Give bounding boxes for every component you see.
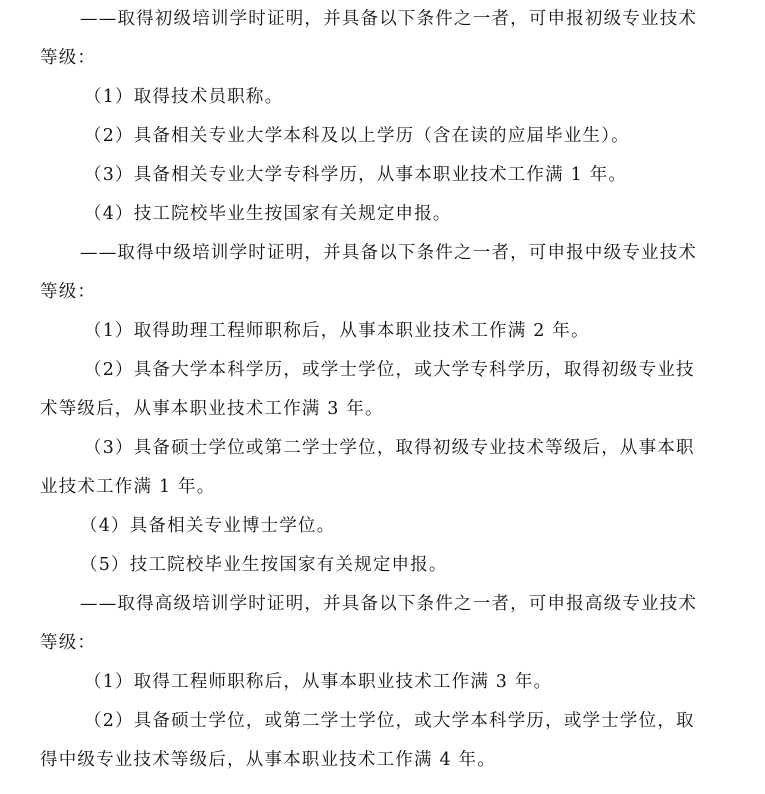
- intermediate-condition-5: （5）技工院校毕业生按国家有关规定申报。: [80, 555, 448, 575]
- senior-level-intro-line: ——取得高级培训学时证明，并具备以下条件之一者，可申报高级专业技术: [80, 594, 698, 614]
- senior-condition-1: （1）取得工程师职称后，从事本职业技术工作满 3 年。: [84, 672, 553, 692]
- junior-level-intro-continuation: 等级：: [40, 48, 97, 68]
- intermediate-condition-2-continuation: 术等级后，从事本职业技术工作满 3 年。: [40, 399, 384, 419]
- junior-level-intro-line: ——取得初级培训学时证明，并具备以下条件之一者，可申报初级专业技术: [80, 9, 698, 29]
- senior-level-intro-continuation: 等级：: [40, 633, 97, 653]
- senior-condition-2: （2）具备硕士学位，或第二学士学位，或大学本科学历，或学士学位，取: [84, 711, 695, 731]
- intermediate-level-intro-continuation: 等级：: [40, 282, 97, 302]
- junior-condition-1: （1）取得技术员职称。: [84, 87, 284, 107]
- junior-condition-2: （2）具备相关专业大学本科及以上学历（含在读的应届毕业生）。: [84, 126, 630, 146]
- intermediate-condition-3-continuation: 业技术工作满 1 年。: [40, 477, 216, 497]
- senior-condition-2-continuation: 得中级专业技术等级后，从事本职业技术工作满 4 年。: [40, 750, 496, 770]
- junior-condition-4: （4）技工院校毕业生按国家有关规定申报。: [84, 204, 452, 224]
- junior-condition-3: （3）具备相关专业大学专科学历，从事本职业技术工作满 1 年。: [84, 165, 628, 185]
- intermediate-condition-2: （2）具备大学本科学历，或学士学位，或大学专科学历，取得初级专业技: [84, 360, 695, 380]
- intermediate-condition-1: （1）取得助理工程师职称后，从事本职业技术工作满 2 年。: [84, 321, 590, 341]
- intermediate-condition-3: （3）具备硕士学位或第二学士学位，取得初级专业技术等级后，从事本职: [84, 438, 695, 458]
- intermediate-condition-4: （4）具备相关专业博士学位。: [80, 516, 336, 536]
- intermediate-level-intro-line: ——取得中级培训学时证明，并具备以下条件之一者，可申报中级专业技术: [80, 243, 698, 263]
